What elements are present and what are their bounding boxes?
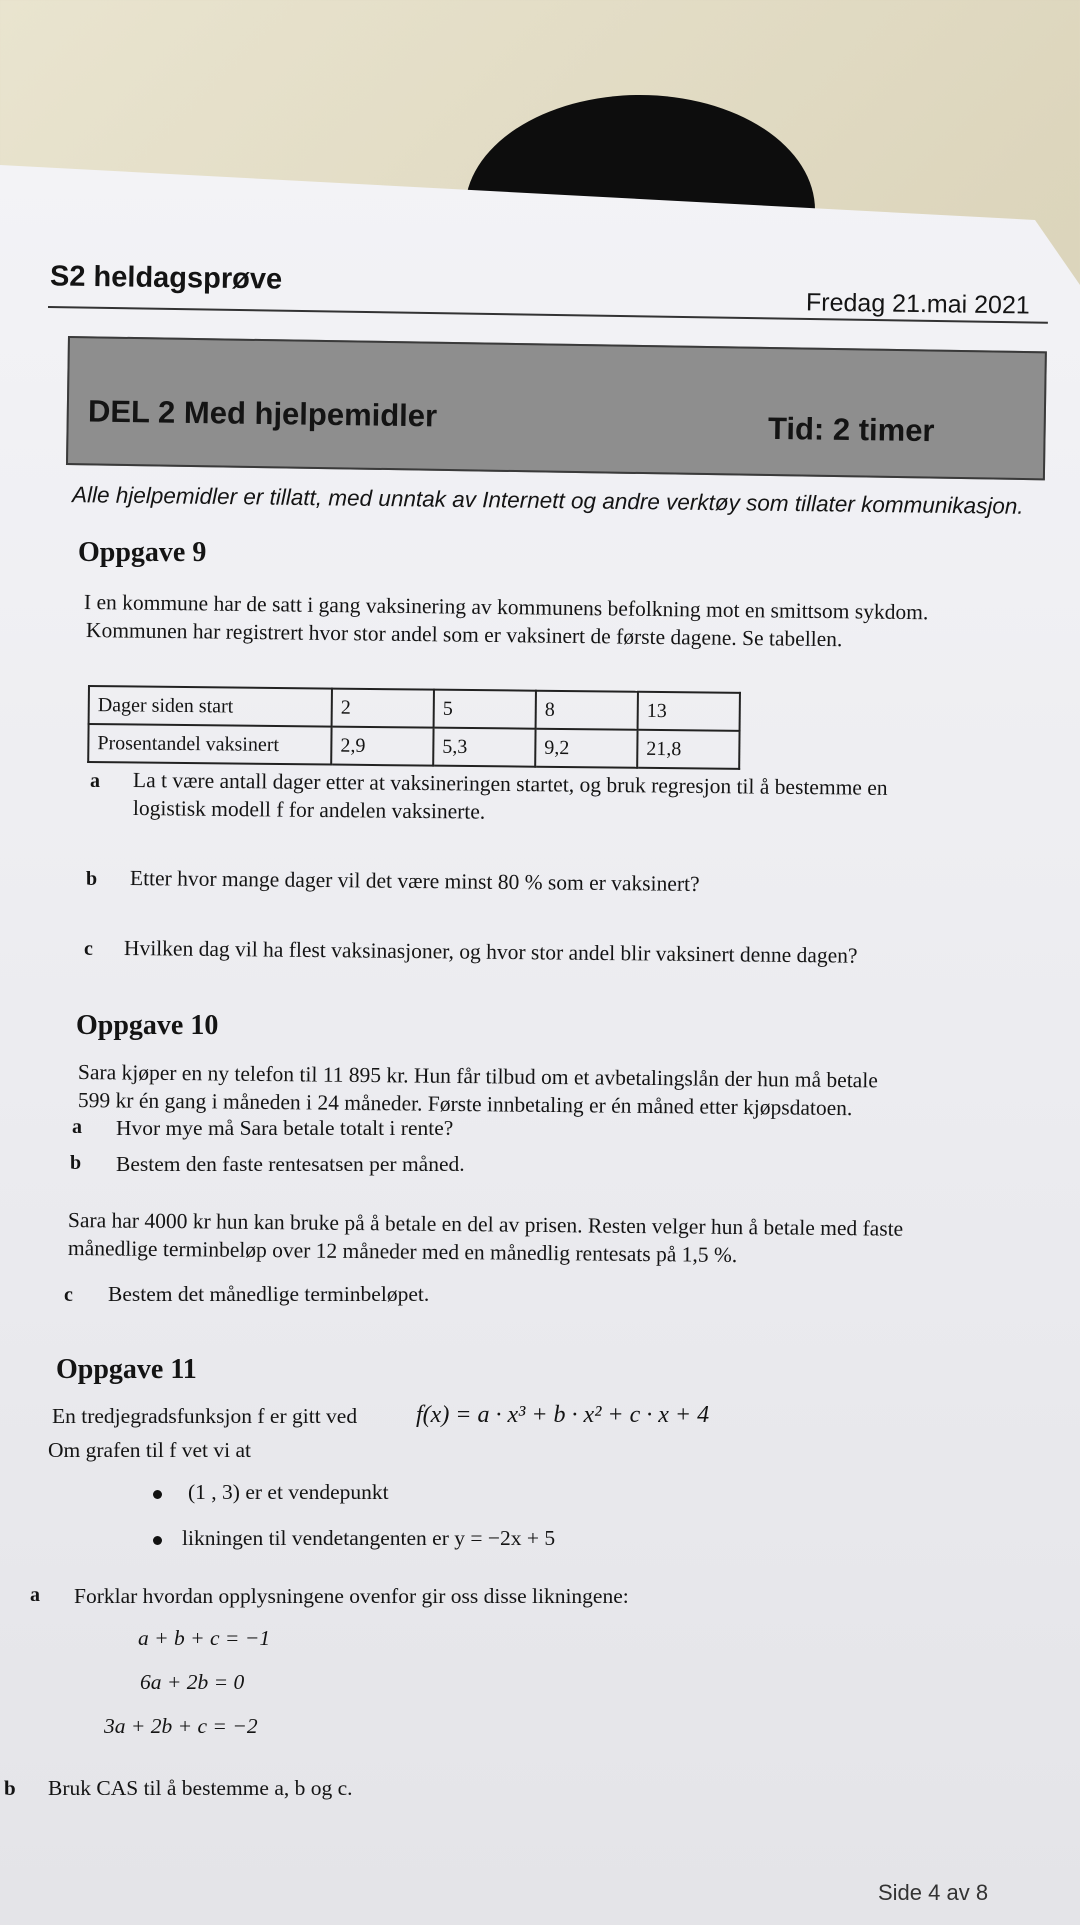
task11-paragraph-1: En tredjegradsfunksjon f er gitt ved — [52, 1404, 358, 1428]
task11-heading: Oppgave 11 — [56, 1354, 197, 1385]
table-row — [88, 724, 739, 769]
task10-c-text: Bestem det månedlige terminbeløpet. — [108, 1282, 430, 1306]
table-cell: 8 — [536, 691, 638, 730]
task11-bullet-1: (1 , 3) er et vendepunkt — [188, 1480, 389, 1504]
task10-a-text: Hvor mye må Sara betale totalt i rente? — [116, 1116, 454, 1140]
table-cell: 5 — [434, 690, 536, 729]
task10-paragraph-4: månedlige terminbeløp over 12 måneder med en månedlig rentesats på 1,5 %. — [67, 1236, 738, 1268]
exam-date: Fredag 21.mai 2021 — [805, 288, 1030, 320]
task10-c-label: c — [64, 1284, 73, 1306]
table-cell: 2 — [332, 689, 434, 728]
task9-b-text: Etter hvor mange dager vil det være minst 80 % som er vaksinert? — [129, 866, 700, 896]
task9-a-label: a — [90, 770, 100, 792]
task10-paragraph-1: Sara kjøper en ny telefon til 11 895 kr. Hun får tilbud om et avbetalingslån der hun må betale — [77, 1060, 878, 1093]
bullet-dot — [153, 1536, 162, 1545]
exam-title: S2 heldagsprøve — [49, 260, 283, 296]
table-cell: 21,8 — [637, 730, 739, 769]
equation-2: 6a + 2b = 0 — [140, 1670, 245, 1694]
task9-paragraph-1: I en kommune har de satt i gang vaksinering av kommunens befolkning mot en smittsom sykdom. — [83, 590, 929, 625]
task11-paragraph-2: Om grafen til f vet vi at — [48, 1438, 251, 1462]
task11-bullet-2: likningen til vendetangenten er y = −2x + 5 — [182, 1526, 556, 1550]
table-cell: 13 — [638, 692, 740, 731]
task9-heading: Oppgave 9 — [78, 537, 207, 568]
task9-c-text: Hvilken dag vil ha flest vaksinasjoner, og hvor stor andel blir vaksinert denne dagen? — [123, 936, 858, 968]
page-number: Side 4 av 8 — [878, 1880, 989, 1905]
table-cell: 2,9 — [331, 727, 433, 766]
section-title: DEL 2 Med hjelpemidler — [87, 393, 438, 434]
bullet-dot — [153, 1490, 162, 1499]
table-cell: Dager siden start — [89, 686, 332, 727]
task10-paragraph-3: Sara har 4000 kr hun kan bruke på å betale en del av prisen. Resten velger hun å betale med faste — [67, 1208, 904, 1241]
task10-paragraph-2: 599 kr én gang i måneden i 24 måneder. Første innbetaling er én måned etter kjøpsdatoen. — [77, 1088, 853, 1121]
task9-a-line-1: La t være antall dager etter at vaksineringen startet, og bruk regresjon til å bestemme en — [132, 768, 888, 800]
table-cell: Prosentandel vaksinert — [88, 724, 331, 765]
task9-c-label: c — [84, 938, 93, 960]
equation-3: 3a + 2b + c = −2 — [104, 1714, 258, 1738]
vaccination-table — [87, 685, 741, 770]
task10-b-text: Bestem den faste rentesatsen per måned. — [116, 1152, 465, 1176]
task9-a-line-2: logistisk modell f for andelen vaksinerte. — [132, 796, 486, 824]
task11-a-text: Forklar hvordan opplysningene ovenfor gir oss disse likningene: — [74, 1584, 629, 1608]
task10-a-label: a — [72, 1116, 82, 1138]
task9-paragraph-2: Kommunen har registrert hvor stor andel som er vaksinert de første dagene. Se tabellen. — [85, 618, 843, 652]
section-time: Tid: 2 timer — [767, 410, 935, 449]
task11-formula: f(x) = a · x³ + b · x² + c · x + 4 — [416, 1402, 710, 1428]
table-cell: 5,3 — [433, 728, 535, 767]
table-cell: 9,2 — [535, 729, 637, 768]
task11-b-label: b — [4, 1776, 16, 1800]
task11-a-label: a — [30, 1584, 40, 1606]
task10-heading: Oppgave 10 — [76, 1010, 219, 1041]
task9-b-label: b — [86, 868, 98, 890]
section-intro: Alle hjelpemidler er tillatt, med unntak av Internett og andre verktøy som tillater kommunikasjon. — [71, 482, 1024, 519]
task11-b-text: Bruk CAS til å bestemme a, b og c. — [48, 1776, 353, 1800]
task10-b-label: b — [70, 1152, 82, 1174]
equation-1: a + b + c = −1 — [138, 1626, 271, 1650]
